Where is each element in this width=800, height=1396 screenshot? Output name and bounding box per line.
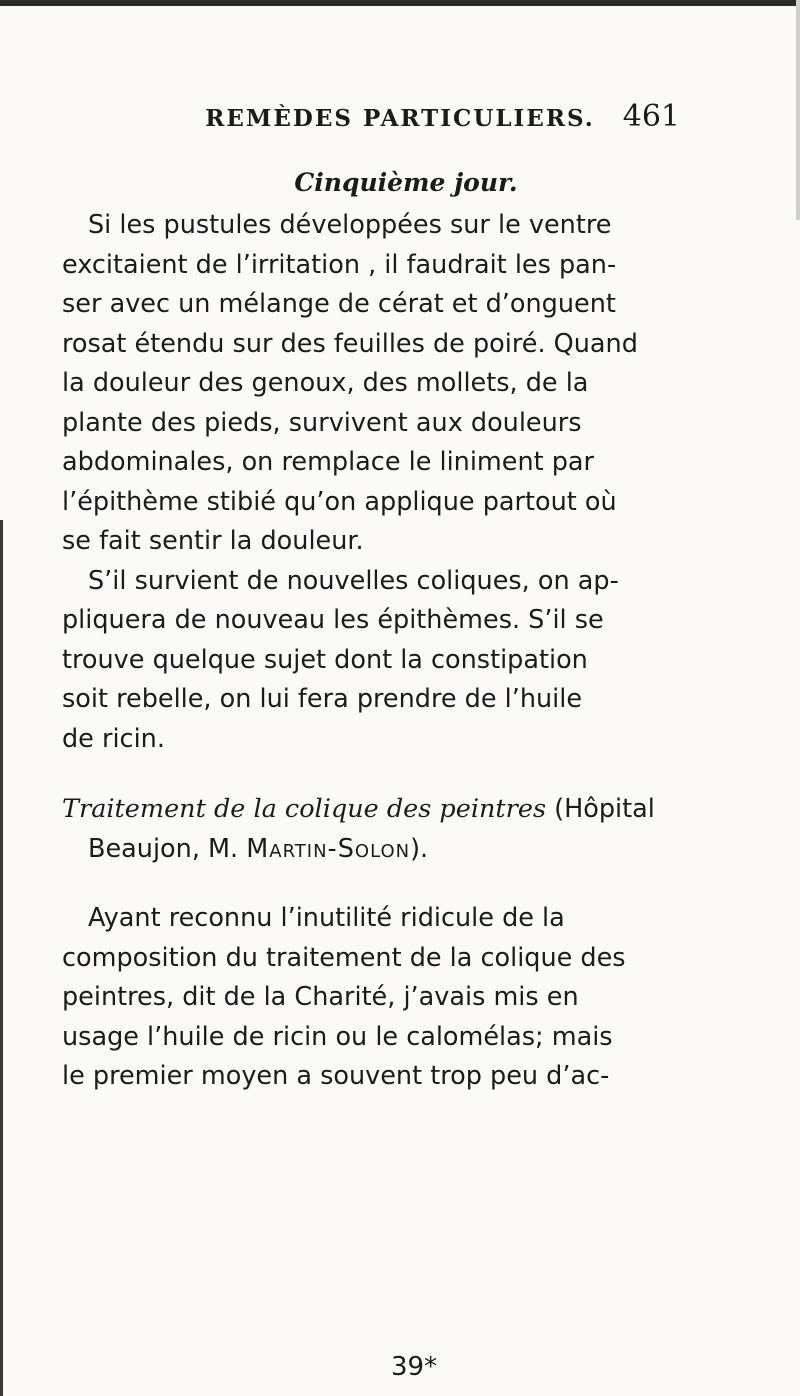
page-top-edge <box>0 0 800 6</box>
heading-line <box>62 830 722 870</box>
page-left-edge <box>0 520 3 1396</box>
text-line: trouve quelque sujet dont la constipation <box>62 644 588 675</box>
section-heading-traitement <box>62 790 722 869</box>
spacer <box>62 869 722 899</box>
text-line: usage l’huile de ricin ou le calomélas; mais <box>62 1021 613 1052</box>
heading-line <box>62 790 722 830</box>
text-line: abdominales, on remplace le liniment par <box>62 447 595 477</box>
heading-close: ). <box>410 833 429 864</box>
running-head <box>120 99 680 139</box>
text-line: Ayant reconnu l’inutilité ridicule de la <box>88 903 565 933</box>
text-line: excitaient de l’irritation , il faudrait les pan- <box>62 249 617 280</box>
heading-location: Beaujon, M. <box>88 833 247 864</box>
text-line: pliquera de nouveau les épithèmes. S’il se <box>62 605 604 635</box>
text-line: se fait sentir la douleur. <box>62 526 364 556</box>
text-line: Si les pustules développées sur le ventre <box>88 210 612 240</box>
heading-italic-title: Traitement de la colique des peintres <box>62 794 547 824</box>
text-line: rosat étendu sur des feuilles de poiré. Quand <box>62 328 638 359</box>
text-block <box>62 160 722 1097</box>
text-line: soit rebelle, on lui fera prendre de l’huile <box>62 684 583 714</box>
paragraph-pustules <box>62 206 722 562</box>
section-heading-cinquieme-jour: Cinquième jour. <box>294 168 518 197</box>
heading-author: Martin-Solon <box>246 833 411 864</box>
text-line: l’épithème stibié qu’on applique partout où <box>62 486 617 517</box>
spacer <box>62 759 722 790</box>
heading-hospital: (Hôpital <box>546 794 655 824</box>
page-number: 461 <box>622 99 680 134</box>
text-line: peintres, dit de la Charité, j’avais mis en <box>62 982 579 1012</box>
running-title: REMÈDES PARTICULIERS. <box>205 105 595 132</box>
paragraph-ayant-reconnu <box>62 899 722 1097</box>
text-line: de ricin. <box>62 723 165 754</box>
text-line: composition du traitement de la colique des <box>62 942 626 973</box>
signature-mark: 39* <box>391 1352 438 1382</box>
text-line: S’il survient de nouvelles coliques, on ap- <box>88 565 619 596</box>
text-line: le premier moyen a souvent trop peu d’ac- <box>62 1061 610 1091</box>
text-line: ser avec un mélange de cérat et d’onguent <box>62 289 616 319</box>
text-line: la douleur des genoux, des mollets, de la <box>62 368 589 398</box>
text-line: plante des pieds, survivent aux douleurs <box>62 407 582 438</box>
page-right-edge <box>796 0 800 220</box>
paragraph-coliques <box>62 562 722 760</box>
